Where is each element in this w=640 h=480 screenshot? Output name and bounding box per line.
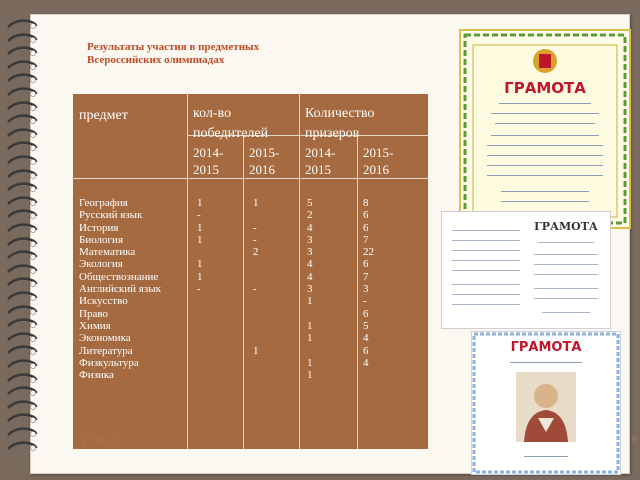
table-cell [307,308,313,320]
binder-ring-icon [6,154,38,166]
table-cell: Литература [79,344,133,357]
table-cell: 1 [197,258,203,271]
cert1-text-line [499,103,591,104]
table-cell [253,369,259,381]
cert2-text-line [534,288,598,289]
table-cell: 6 [363,221,369,234]
table-cell: 7 [363,233,369,246]
prize-2014-column [307,197,313,381]
table-cell: 22 [363,246,374,259]
binder-ring-icon [6,100,38,112]
binder-ring-icon [6,113,38,125]
divider-prize-years [357,135,358,449]
binder-ring-icon [6,358,38,370]
divider-subject [187,94,188,449]
table-cell: 5 [307,197,313,209]
binder-ring-icon [6,208,38,220]
cert2-text-line [534,274,598,275]
table-cell: 1 [307,356,313,369]
table-cell [197,295,203,307]
table-cell [253,332,259,344]
binder-ring-icon [6,127,38,139]
binder-ring-icon [6,276,38,288]
binder-ring-icon [6,290,38,302]
table-cell: 4 [307,270,313,283]
table-cell: 4 [363,356,369,369]
table-cell: 1 [197,197,203,209]
table-cell [197,320,203,332]
table-cell: 3 [363,283,369,296]
year-prize-2015: 2015-2016 [363,145,394,177]
body-rule [73,178,428,179]
table-cell: Химия [79,319,111,332]
table-cell [197,369,203,381]
table-cell [197,357,203,369]
table-cell: 3 [307,246,313,259]
binder-ring-icon [6,249,38,261]
slide-title [87,41,327,67]
table-cell: 6 [363,209,369,222]
table-cell: 2 [253,246,259,259]
binder-ring-icon [6,385,38,397]
year-prize-2014: 2014-2015 [305,145,336,177]
cert2-text-line [452,250,520,251]
table-cell: - [363,295,367,308]
binder-ring-icon [6,195,38,207]
table-cell: 1 [197,233,203,246]
table-cell: 1 [307,332,313,345]
table-cell: 6 [363,307,369,320]
table-cell: - [197,283,201,296]
table-cell: Право [79,307,108,320]
binder-ring-icon [6,399,38,411]
cert2-text-line [452,294,520,295]
binder-ring-icon [6,45,38,57]
table-cell: Физика [79,369,114,382]
table-cell: 4 [363,332,369,345]
eagle-emblem-icon [525,45,565,77]
cert3-text-line [510,362,582,363]
cert2-text-line [452,230,520,231]
cert1-text-line [501,191,589,192]
cert2-text-line [534,298,598,299]
cert3-text-line [524,456,568,457]
divider-winners [299,94,300,449]
header-subject: предмет [79,108,128,123]
table-cell: 1 [197,270,203,283]
binder-ring-icon [6,426,38,438]
header-winners: кол-во победителей [193,106,269,141]
cert1-text-line [501,201,589,202]
binder-ring-icon [6,222,38,234]
cert1-text-line [491,135,599,136]
table-cell [197,246,203,258]
cert1-text-line [487,155,603,156]
cert2-text-line [534,264,598,265]
table-cell: Искусство [79,295,128,308]
binder-ring-icon [6,72,38,84]
winners-2014-column [197,197,203,381]
table-cell: История [79,221,119,234]
winners-2015-column [253,197,259,381]
table-cell [253,308,259,320]
table-cell [253,320,259,332]
certificate-1 [459,29,631,229]
binder-rings [6,18,40,463]
cert1-text-line [491,113,599,114]
binder-ring-icon [6,317,38,329]
table-cell: 1 [307,295,313,308]
table-cell: Экология [79,258,123,271]
cert2-text-line [534,254,598,255]
binder-ring-icon [6,372,38,384]
table-cell [197,345,203,357]
cert2-text-line [452,284,520,285]
cert1-text-line [487,145,603,146]
binder-ring-icon [6,344,38,356]
cert2-text-line [452,260,520,261]
slide-date: 27.01.17 [81,435,124,447]
slide-page-number: 9 [631,434,638,446]
certificate-2-title: ГРАМОТА [534,220,598,233]
binder-ring-icon [6,32,38,44]
binder-ring-icon [6,18,38,30]
cert2-text-line [452,240,520,241]
table-cell: 1 [197,221,203,234]
table-cell [197,308,203,320]
cert2-text-line [452,304,520,305]
table-cell: 1 [253,197,259,209]
table-cell: 3 [307,233,313,246]
certificate-2 [441,211,611,329]
binder-ring-icon [6,304,38,316]
header-prize: Количество призеров [305,106,375,141]
title-line-2: Всероссийских олимпиадах [87,54,225,66]
table-cell: - [253,221,257,234]
cert1-text-line [495,123,595,124]
table-cell [307,345,313,357]
table-cell: - [253,283,257,296]
table-cell: Английский язык [79,283,161,296]
table-cell: Математика [79,246,136,259]
table-cell [253,271,259,283]
table-cell [253,258,259,270]
table-cell: 6 [363,258,369,271]
table-cell [253,295,259,307]
certificate-3 [471,331,621,475]
cert2-text-line [538,242,594,243]
binder-ring-icon [6,263,38,275]
table-cell: Экономика [79,332,131,345]
table-cell: 8 [363,197,369,209]
table-cell [253,357,259,369]
table-cell: География [79,197,128,209]
table-cell: 3 [307,283,313,296]
year-winners-2014: 2014-2015 [193,145,224,177]
year-winners-2015: 2015-2016 [249,145,280,177]
binder-ring-icon [6,412,38,424]
table-cell: 2 [307,209,313,222]
cert1-text-line [487,165,603,166]
binder-ring-icon [6,140,38,152]
table-cell: Биология [79,233,124,246]
table-cell: 6 [363,344,369,357]
table-cell: 1 [253,344,259,357]
subjects-column [79,197,161,381]
cert2-text-line [542,312,590,313]
certificate-1-title: ГРАМОТА [504,79,586,97]
cert1-text-line [487,175,603,176]
binder-ring-icon [6,440,38,452]
binder-ring-icon [6,181,38,193]
table-cell [253,209,259,221]
table-cell: 5 [363,319,369,332]
portrait-icon [516,372,576,442]
table-cell: 1 [307,369,313,382]
results-table [73,94,428,449]
binder-ring-icon [6,86,38,98]
table-cell: 4 [307,258,313,271]
prize-2015-column [363,197,374,381]
table-cell [197,332,203,344]
table-cell: Физкультура [79,356,139,369]
title-line-1: Результаты участия в предметных [87,41,260,53]
table-cell: Обществознание [79,270,159,283]
table-cell: - [197,209,201,222]
binder-ring-icon [6,236,38,248]
divider-winners-years [243,135,244,449]
table-cell: - [253,233,257,246]
binder-ring-icon [6,168,38,180]
certificate-3-title: ГРАМОТА [510,340,582,355]
binder-ring-icon [6,331,38,343]
notebook-page [30,14,638,474]
table-cell [363,369,374,381]
table-cell: 4 [307,221,313,234]
table-cell: Русский язык [79,209,143,222]
table-cell: 1 [307,319,313,332]
table-cell: 7 [363,270,369,283]
binder-ring-icon [6,59,38,71]
cert2-text-line [452,270,520,271]
